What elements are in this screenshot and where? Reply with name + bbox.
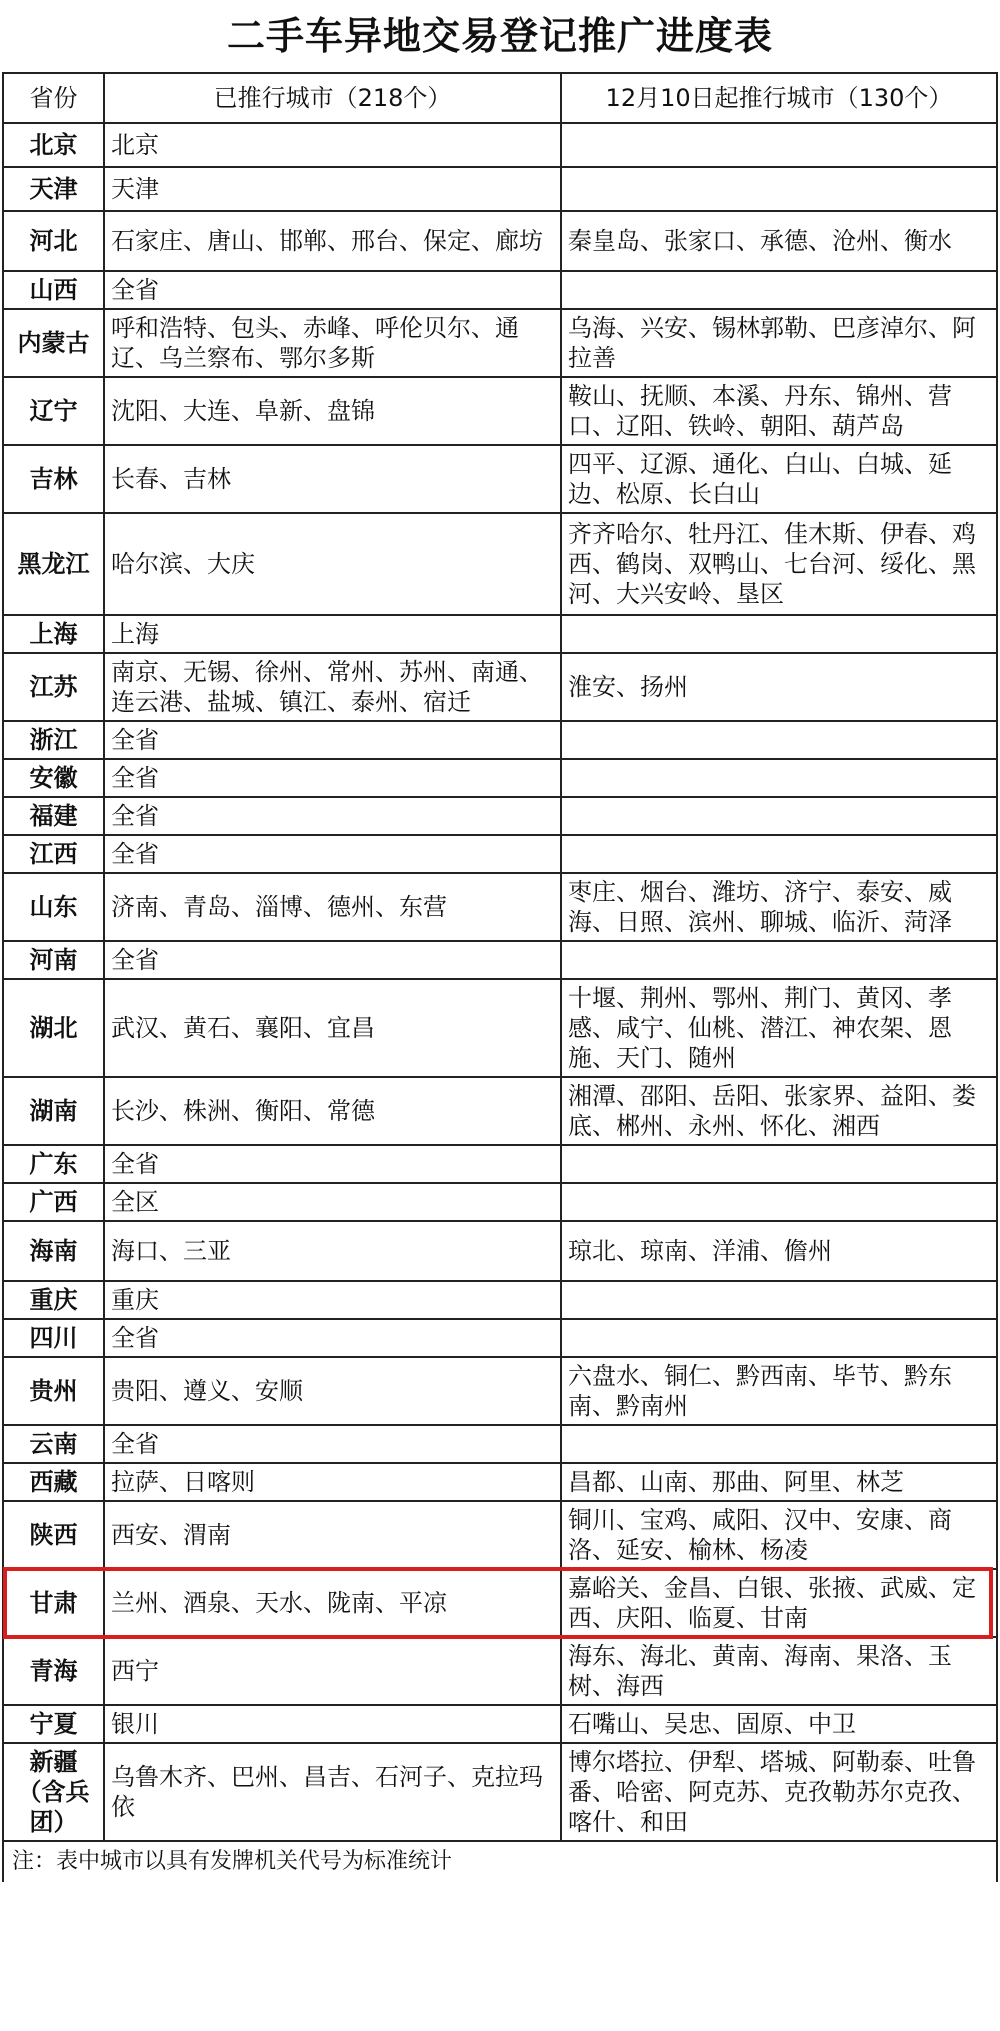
from-dec10-cities-cell: 六盘水、铜仁、黔西南、毕节、黔东南、黔南州 — [561, 1357, 997, 1425]
table-row — [3, 309, 997, 377]
implemented-cities-cell: 贵阳、遵义、安顺 — [104, 1357, 561, 1425]
promotion-progress-table — [2, 72, 998, 1882]
page-title: 二手车异地交易登记推广进度表 — [226, 13, 773, 58]
implemented-cities-cell: 长沙、株洲、衡阳、常德 — [104, 1077, 561, 1145]
from-dec10-cities-cell — [561, 123, 997, 167]
implemented-cities-cell: 全省 — [104, 1145, 561, 1183]
province-cell: 辽宁 — [3, 377, 104, 445]
province-cell: 山西 — [3, 271, 104, 309]
province-cell: 贵州 — [3, 1357, 104, 1425]
table-row — [3, 615, 997, 653]
implemented-cities-cell: 全省 — [104, 797, 561, 835]
table-row — [3, 1743, 997, 1841]
province-cell: 江苏 — [3, 653, 104, 721]
province-cell: 海南 — [3, 1221, 104, 1281]
table-row — [3, 211, 997, 271]
table-row — [3, 1221, 997, 1281]
from-dec10-cities-cell: 昌都、山南、那曲、阿里、林芝 — [561, 1463, 997, 1501]
province-cell: 山东 — [3, 873, 104, 941]
province-cell: 重庆 — [3, 1281, 104, 1319]
from-dec10-cities-cell: 乌海、兴安、锡林郭勒、巴彦淖尔、阿拉善 — [561, 309, 997, 377]
from-dec10-cities-cell: 铜川、宝鸡、咸阳、汉中、安康、商洛、延安、榆林、杨凌 — [561, 1501, 997, 1569]
implemented-cities-cell: 全区 — [104, 1183, 561, 1221]
implemented-cities-cell: 西宁 — [104, 1637, 561, 1705]
province-cell: 广东 — [3, 1145, 104, 1183]
table-note: 注：表中城市以具有发牌机关代号为标准统计 — [3, 1841, 997, 1882]
from-dec10-cities-cell — [561, 1281, 997, 1319]
implemented-cities-cell: 全省 — [104, 835, 561, 873]
implemented-cities-cell: 天津 — [104, 167, 561, 211]
implemented-cities-cell: 全省 — [104, 759, 561, 797]
province-cell: 陕西 — [3, 1501, 104, 1569]
from-dec10-cities-cell: 嘉峪关、金昌、白银、张掖、武威、定西、庆阳、临夏、甘南 — [561, 1569, 997, 1637]
table-row — [3, 1425, 997, 1463]
table-row — [3, 1705, 997, 1743]
table-row — [3, 513, 997, 615]
table-row — [3, 1637, 997, 1705]
from-dec10-cities-cell — [561, 271, 997, 309]
province-cell: 河北 — [3, 211, 104, 271]
implemented-cities-cell: 长春、吉林 — [104, 445, 561, 513]
implemented-cities-cell: 重庆 — [104, 1281, 561, 1319]
table-row — [3, 1145, 997, 1183]
table-row — [3, 941, 997, 979]
province-cell: 青海 — [3, 1637, 104, 1705]
table-row — [3, 1319, 997, 1357]
header-province: 省份 — [3, 73, 104, 123]
table-row — [3, 979, 997, 1077]
implemented-cities-cell: 南京、无锡、徐州、常州、苏州、南通、连云港、盐城、镇江、泰州、宿迁 — [104, 653, 561, 721]
from-dec10-cities-cell — [561, 615, 997, 653]
header-from-dec10: 12月10日起推行城市（130个） — [561, 73, 997, 123]
implemented-cities-cell: 乌鲁木齐、巴州、昌吉、石河子、克拉玛依 — [104, 1743, 561, 1841]
from-dec10-cities-cell: 秦皇岛、张家口、承德、沧州、衡水 — [561, 211, 997, 271]
table-row — [3, 721, 997, 759]
province-cell: 广西 — [3, 1183, 104, 1221]
province-cell: 上海 — [3, 615, 104, 653]
table-body — [3, 123, 997, 1882]
province-cell: 天津 — [3, 167, 104, 211]
table-row — [3, 1183, 997, 1221]
table-row — [3, 797, 997, 835]
implemented-cities-cell: 呼和浩特、包头、赤峰、呼伦贝尔、通辽、乌兰察布、鄂尔多斯 — [104, 309, 561, 377]
table-row — [3, 167, 997, 211]
table-row — [3, 835, 997, 873]
table-header-row — [3, 73, 997, 123]
table-row — [3, 873, 997, 941]
from-dec10-cities-cell: 鞍山、抚顺、本溪、丹东、锦州、营口、辽阳、铁岭、朝阳、葫芦岛 — [561, 377, 997, 445]
implemented-cities-cell: 全省 — [104, 271, 561, 309]
province-cell: 浙江 — [3, 721, 104, 759]
table-row — [3, 653, 997, 721]
province-cell: 湖南 — [3, 1077, 104, 1145]
implemented-cities-cell: 哈尔滨、大庆 — [104, 513, 561, 615]
from-dec10-cities-cell: 齐齐哈尔、牡丹江、佳木斯、伊春、鸡西、鹤岗、双鸭山、七台河、绥化、黑河、大兴安岭、垦区 — [561, 513, 997, 615]
implemented-cities-cell: 全省 — [104, 941, 561, 979]
province-cell: 黑龙江 — [3, 513, 104, 615]
province-cell: 甘肃 — [3, 1569, 104, 1637]
from-dec10-cities-cell — [561, 835, 997, 873]
from-dec10-cities-cell: 湘潭、邵阳、岳阳、张家界、益阳、娄底、郴州、永州、怀化、湘西 — [561, 1077, 997, 1145]
implemented-cities-cell: 西安、渭南 — [104, 1501, 561, 1569]
province-cell: 云南 — [3, 1425, 104, 1463]
province-cell: 内蒙古 — [3, 309, 104, 377]
province-cell: 新疆（含兵团） — [3, 1743, 104, 1841]
table-row — [3, 123, 997, 167]
province-cell: 江西 — [3, 835, 104, 873]
implemented-cities-cell: 武汉、黄石、襄阳、宜昌 — [104, 979, 561, 1077]
implemented-cities-cell: 全省 — [104, 721, 561, 759]
note-row — [3, 1841, 997, 1882]
from-dec10-cities-cell — [561, 1425, 997, 1463]
province-cell: 吉林 — [3, 445, 104, 513]
from-dec10-cities-cell: 淮安、扬州 — [561, 653, 997, 721]
from-dec10-cities-cell: 四平、辽源、通化、白山、白城、延边、松原、长白山 — [561, 445, 997, 513]
from-dec10-cities-cell: 石嘴山、吴忠、固原、中卫 — [561, 1705, 997, 1743]
from-dec10-cities-cell — [561, 1145, 997, 1183]
from-dec10-cities-cell — [561, 759, 997, 797]
from-dec10-cities-cell: 海东、海北、黄南、海南、果洛、玉树、海西 — [561, 1637, 997, 1705]
province-cell: 西藏 — [3, 1463, 104, 1501]
from-dec10-cities-cell — [561, 721, 997, 759]
table-row — [3, 271, 997, 309]
table-row — [3, 377, 997, 445]
from-dec10-cities-cell — [561, 797, 997, 835]
from-dec10-cities-cell: 枣庄、烟台、潍坊、济宁、泰安、威海、日照、滨州、聊城、临沂、菏泽 — [561, 873, 997, 941]
table-row — [3, 445, 997, 513]
implemented-cities-cell: 上海 — [104, 615, 561, 653]
implemented-cities-cell: 北京 — [104, 123, 561, 167]
table-row — [3, 1281, 997, 1319]
from-dec10-cities-cell — [561, 941, 997, 979]
implemented-cities-cell: 沈阳、大连、阜新、盘锦 — [104, 377, 561, 445]
from-dec10-cities-cell: 十堰、荆州、鄂州、荆门、黄冈、孝感、咸宁、仙桃、潜江、神农架、恩施、天门、随州 — [561, 979, 997, 1077]
table-row — [3, 759, 997, 797]
province-cell: 四川 — [3, 1319, 104, 1357]
province-cell: 福建 — [3, 797, 104, 835]
province-cell: 安徽 — [3, 759, 104, 797]
table-row — [3, 1501, 997, 1569]
table-row — [3, 1569, 997, 1637]
province-cell: 北京 — [3, 123, 104, 167]
province-cell: 宁夏 — [3, 1705, 104, 1743]
table-row — [3, 1357, 997, 1425]
header-implemented: 已推行城市（218个） — [104, 73, 561, 123]
from-dec10-cities-cell: 琼北、琼南、洋浦、儋州 — [561, 1221, 997, 1281]
implemented-cities-cell: 拉萨、日喀则 — [104, 1463, 561, 1501]
implemented-cities-cell: 兰州、酒泉、天水、陇南、平凉 — [104, 1569, 561, 1637]
table-row — [3, 1463, 997, 1501]
from-dec10-cities-cell — [561, 167, 997, 211]
implemented-cities-cell: 济南、青岛、淄博、德州、东营 — [104, 873, 561, 941]
table-row — [3, 1077, 997, 1145]
implemented-cities-cell: 全省 — [104, 1319, 561, 1357]
from-dec10-cities-cell — [561, 1319, 997, 1357]
implemented-cities-cell: 海口、三亚 — [104, 1221, 561, 1281]
implemented-cities-cell: 全省 — [104, 1425, 561, 1463]
from-dec10-cities-cell — [561, 1183, 997, 1221]
implemented-cities-cell: 石家庄、唐山、邯郸、邢台、保定、廊坊 — [104, 211, 561, 271]
from-dec10-cities-cell: 博尔塔拉、伊犁、塔城、阿勒泰、吐鲁番、哈密、阿克苏、克孜勒苏尔克孜、喀什、和田 — [561, 1743, 997, 1841]
province-cell: 河南 — [3, 941, 104, 979]
implemented-cities-cell: 银川 — [104, 1705, 561, 1743]
province-cell: 湖北 — [3, 979, 104, 1077]
